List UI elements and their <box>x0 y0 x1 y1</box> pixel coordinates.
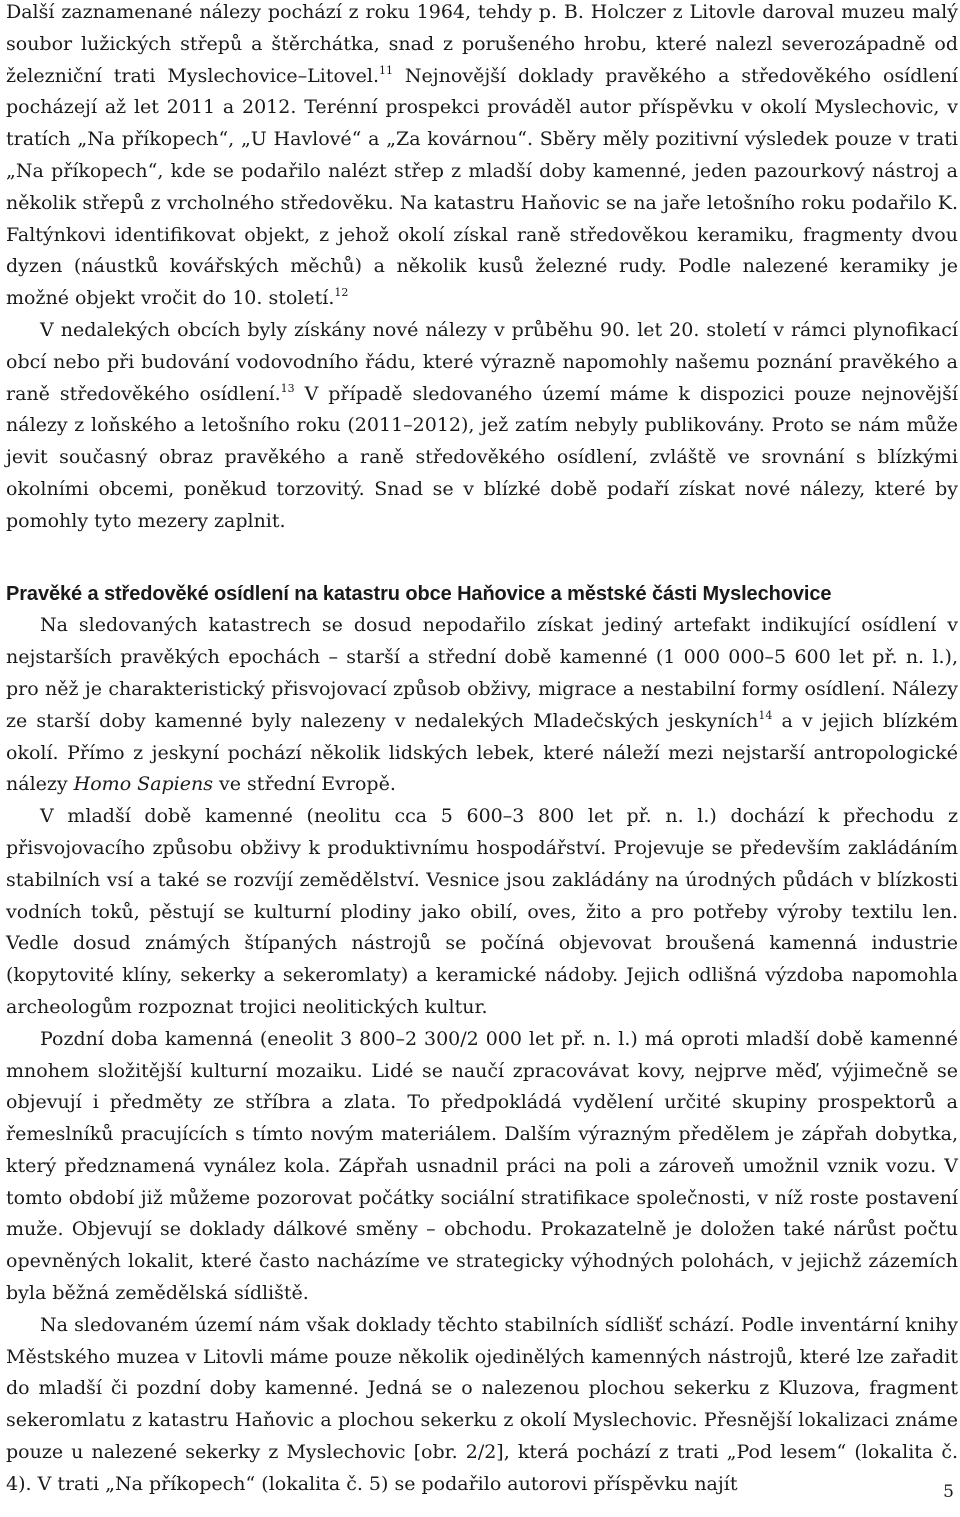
section-paragraph-2: V mladší době kamenné (neolitu cca 5 600–3 800 let př. n. l.) dochází k přechodu z přisvojovacího způsobu obživy k produktivnímu hospodářství. Projevuje se především zakládáním stabilních vsí a také se rozvíjí zemědělství. Vesnice jsou zakládány na úrodných půdách v blízkosti vodních toků, pěstují se kulturní plodiny jako obilí, oves, žito a pro potřeby výroby textilu len. Vedle dosud známých štípaných nástrojů se počíná objevovat broušená kamenná industrie (kopytovité klíny, sekerky a sekeromlaty) a keramické nádoby. Jejich odlišná výzdoba napomohla archeologům rozpoznat trojici neolitických kultur. <box>6 805 958 1018</box>
paragraph-1 <box>6 0 958 315</box>
article-body <box>6 0 958 1501</box>
section-paragraph-4: Na sledovaném území nám však doklady těchto stabilních sídlišť schází. Podle inventární knihy Městského muzea v Litovli máme pouze několik ojedinělých kamenných nástrojů, které lze zařadit do mladší či pozdní doby kamenné. Jedná se o nalezenou plochou sekerku z Kluzova, fragment sekeromlatu z katastru Haňovic a plochou sekerku z okolí Myslechovic. Přesnější lokalizaci známe pouze u nalezené sekerky z Myslechovic [obr. 2/2], která pochází z trati „Pod lesem“ (lokalita č. 4). V trati „Na příkopech“ (lokalita č. 5) se podařilo autorovi příspěvku najít <box>6 1313 958 1495</box>
footnote-ref-11[interactable]: 11 <box>379 63 394 77</box>
paragraph-2 <box>6 315 958 538</box>
section-paragraph-1-text-a: Na sledovaných katastrech se dosud nepodařilo získat jediný artefakt indikující osídlení v nejstarších pravěkých epochách – starší a střední době kamenné (1 000 000–5 600 let př. n. l.), pro něž je charakteristický přisvojovací způsob obživy, migrace a nestabilní formy osídlení. Nálezy ze starší doby kamenné byly nalezeny v nedalekých Mladečských jeskyních <box>6 614 958 732</box>
species-name: Homo Sapiens <box>73 773 213 796</box>
paragraph-2-text-a: V nedalekých obcích byly získány nové nálezy v průběhu 90. let 20. století v rámci plynofikací obcí nebo při budování vodovodního řádu, které výrazně napomohly našemu poznání pravěkého a raně středověkého osídlení. <box>6 318 958 405</box>
section-paragraph-3: Pozdní doba kamenná (eneolit 3 800–2 300/2 000 let př. n. l.) má oproti mladší době kamenné mnohem složitější kulturní mozaiku. Lidé se naučí zpracovávat kovy, nejprve měď, výjimečně se objevují i předměty ze stříbra a zlata. To předpokládá vydělení určité skupiny prospektorů a řemeslníků pracujících s tímto novým materiálem. Dalším výrazným předělem je zápřah dobytka, který předznamená vynález kola. Zápřah usnadnil práci na poli a zároveň umožnil vznik vozu. V tomto období již můžeme pozorovat počátky sociální stratifikace společnosti, v níž roste postavení muže. Objevují se doklady dálkové směny – obchodu. Prokazatelně je doložen také nárůst počtu opevněných lokalit, které často nacházíme ve strategicky výhodných polohách, v jejichž zázemích byla běžná zemědělská sídliště. <box>6 1027 958 1305</box>
paragraph-1-text-a: Další zaznamenané nálezy pochází z roku 1964, tehdy p. B. Holczer z Litovle daroval muzeu malý soubor lužických střepů a štěrchátka, snad z porušeného hrobu, které nalezl severozápadně od železniční trati Myslechovice–Litovel. <box>6 1 958 87</box>
section-paragraph-1-text-b: a v jejich blízkém okolí. Přímo z jeskyní pochází několik lidských lebek, které náleží mezi nejstarší antropologické nálezy <box>6 709 958 796</box>
footnote-ref-13[interactable]: 13 <box>280 381 295 395</box>
paragraph-1-text-b: Nejnovější doklady pravěkého a středověkého osídlení pocházejí až let 2011 a 2012. Terénní prospekci prováděl autor příspěvku v okolí Myslechovic, v tratích „Na příkopech“, „U Havlové“ a „Za kovárnou“. Sběry měly pozitivní výsledek pouze v trati „Na příkopech“, kde se podařilo nalézt střep z mladší doby kamenné, jeden pazourkový nástroj a několik střepů z vrcholného středověku. Na katastru Haňovic se na jaře letošního roku podařilo K. Faltýnkovi identifikovat objekt, z jehož okolí získal raně středověkou keramiku, fragmenty dvou dyzen (náustků kovářských měchů) a několik kusů železné rudy. Podle nalezené keramiky je možné objekt vročit do 10. století. <box>6 64 959 310</box>
section-paragraph-1-text-c: ve střední Evropě. <box>213 773 396 796</box>
footnote-ref-14[interactable]: 14 <box>758 708 773 722</box>
paragraph-2-text-b: V případě sledovaného území máme k dispozici pouze nejnovější nálezy z loňského a letošního roku (2011–2012), jež zatím nebyly publikovány. Proto se nám může jevit současný obraz pravěkého a raně středověkého osídlení, zvláště ve srovnání s blízkými okolními obcemi, poněkud torzovitý. Snad se v blízké době podaří získat nové nálezy, které by pomohly tyto mezery zaplnit. <box>6 382 958 532</box>
section-heading: Pravěké a středověké osídlení na katastru obce Haňovice a městské části Myslechovice <box>6 582 832 605</box>
page-number: 5 <box>943 1482 954 1502</box>
section-paragraph-1 <box>6 610 958 801</box>
footnote-ref-12[interactable]: 12 <box>334 286 349 300</box>
section-spacer <box>6 538 958 579</box>
